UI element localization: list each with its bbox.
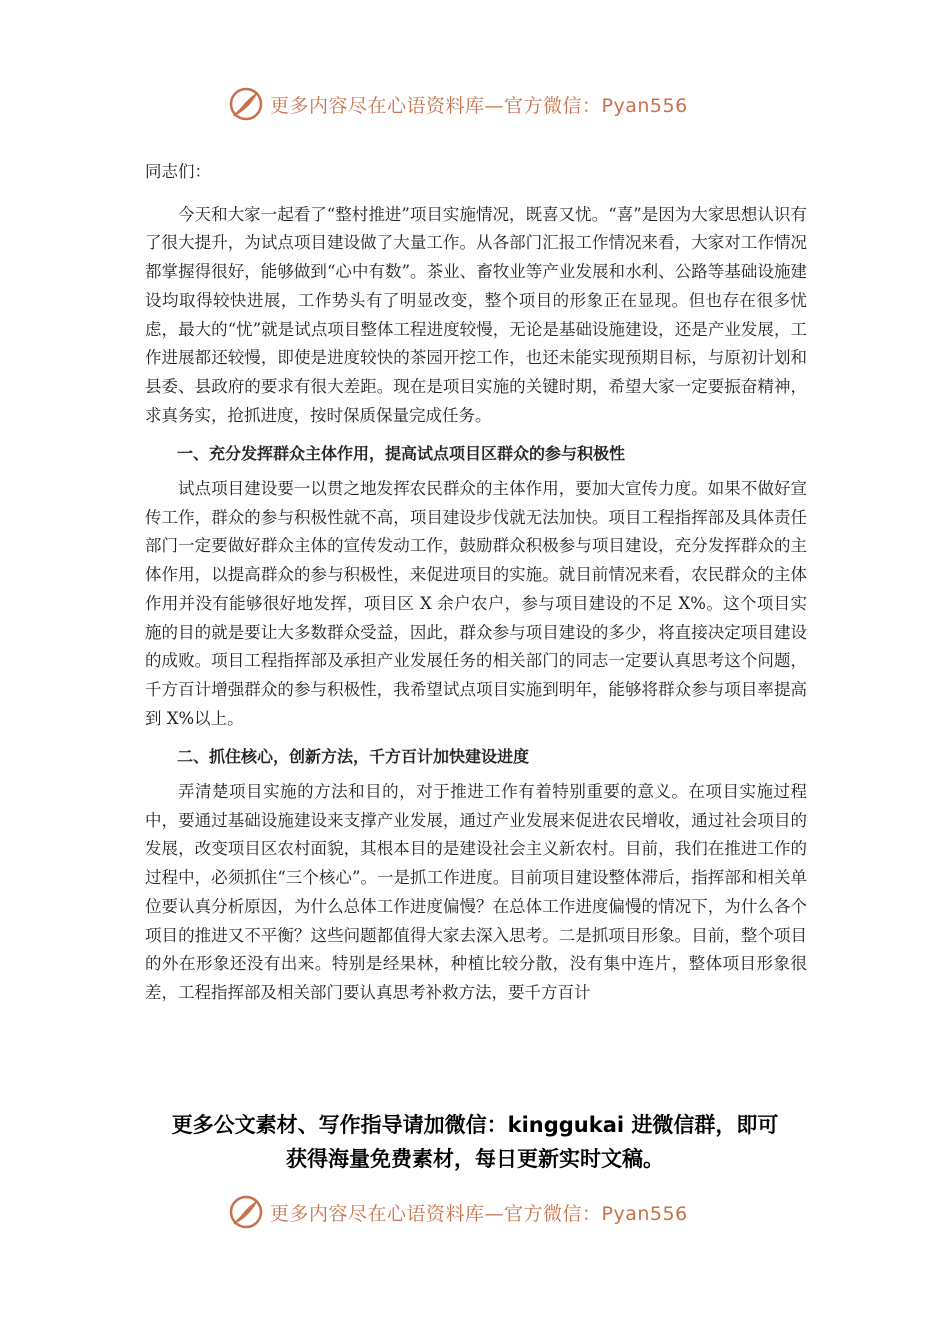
watermark-banner-top <box>228 84 688 124</box>
watermark-banner-bottom <box>228 1192 688 1232</box>
quill-logo-icon <box>228 86 264 122</box>
section-2-paragraph: 弄清楚项目实施的方法和目的，对于推进工作有着特别重要的意义。在项目实施过程中，要通过基础设施建设来支撑产业发展，通过产业发展来促进农民增收，通过社会项目的发展，改变项目区农村面貌，其根本目的是建设社会主义新农村。目前，我们在推进工作的过程中，必须抓住“三个核心”。一是抓工作进度。目前项目建设整体滞后，指挥部和相关单位要认真分析原因，为什么总体工作进度偏慢？在总体工作进度偏慢的情况下，为什么各个项目的推进又不平衡？这些问题都值得大家去深入思考。二是抓项目形象。目前，整个项目的外在形象还没有出来。特别是经果林，种植比较分散，没有集中连片，整体项目形象很差，工程指挥部及相关部门要认真思考补救方法，要千方百计 <box>145 782 807 1002</box>
promo-line-2: 获得海量免费素材，每日更新实时文稿。 <box>286 1147 664 1171</box>
section-1-heading: 一、充分发挥群众主体作用，提高试点项目区群众的参与积极性 <box>177 444 626 464</box>
intro-paragraph: 今天和大家一起看了“整村推进”项目实施情况，既喜又忧。“喜”是因为大家思想认识有了很大提升，为试点项目建设做了大量工作。从各部门汇报工作情况来看，大家对工作情况都掌握得很好，能够做到“心中有数”。茶业、畜牧业等产业发展和水利、公路等基础设施建设均取得较快进展，工作势头有了明显改变，整个项目的形象正在显现。但也存在很多忧虑，最大的“忧”就是试点项目整体工程进度较慢，无论是基础设施建设，还是产业发展，工作进展都还较慢，即使是进度较快的茶园开挖工作，也还未能实现预期目标，与原初计划和县委、县政府的要求有很大差距。现在是项目实施的关键时期，希望大家一定要振奋精神，求真务实，抢抓进度，按时保质保量完成任务。 <box>145 204 807 425</box>
promo-line-1: 更多公文素材、写作指导请加微信：kinggukai 进微信群，即可 <box>171 1113 779 1137</box>
watermark-text: 更多内容尽在心语资料库—官方微信：Pyan556 <box>270 1202 688 1225</box>
salutation: 同志们： <box>145 162 211 181</box>
quill-logo-icon <box>228 1194 264 1230</box>
section-2-heading: 二、抓住核心，创新方法，千方百计加快建设进度 <box>177 747 530 767</box>
promo-notice <box>120 1108 830 1176</box>
document-body <box>145 158 807 1008</box>
section-1-paragraph: 试点项目建设要一以贯之地发挥农民群众的主体作用，要加大宣传力度。如果不做好宣传工作，群众的参与积极性就不高，项目建设步伐就无法加快。项目工程指挥部及具体责任部门一定要做好群众主体的宣传发动工作，鼓励群众积极参与项目建设，充分发挥群众的主体作用，以提高群众的参与积极性，来促进项目的实施。就目前情况来看，农民群众的主体作用并没有能够很好地发挥，项目区 X 余户农户，参与项目建设的不足 X%。这个项目实施的目的就是要让大多数群众受益，因此，群众参与项目建设的多少，将直接决定项目建设的成败。项目工程指挥部及承担产业发展任务的相关部门的同志一定要认真思考这个问题，千方百计增强群众的参与积极性，我希望试点项目实施到明年，能够将群众参与项目率提高到 X%以上。 <box>145 479 807 728</box>
watermark-text: 更多内容尽在心语资料库—官方微信：Pyan556 <box>270 94 688 117</box>
